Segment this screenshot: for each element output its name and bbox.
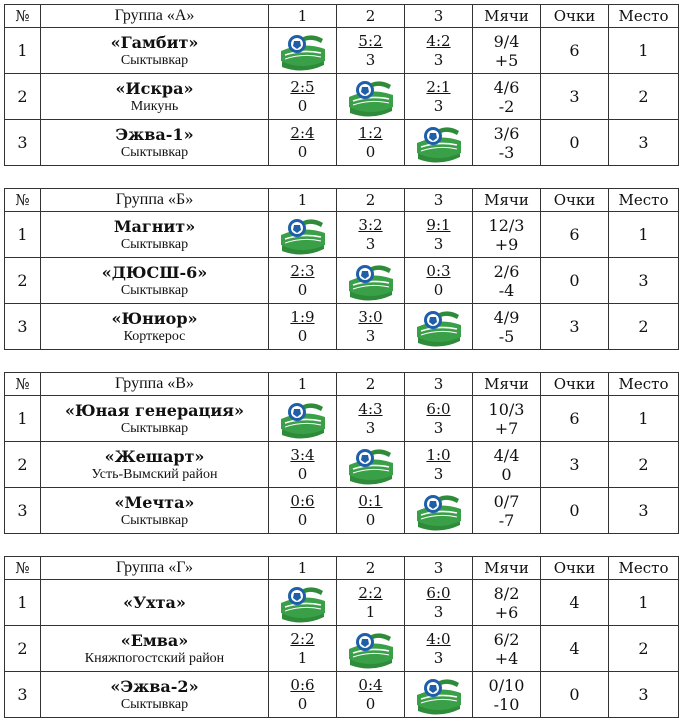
balls-cell <box>473 28 541 74</box>
balls-cell <box>473 626 541 672</box>
team-city: Сыктывкар <box>120 282 189 298</box>
match-score: 0:1 <box>358 491 383 510</box>
team-cell <box>41 120 269 166</box>
balls-cell <box>473 74 541 120</box>
team-cell <box>41 304 269 350</box>
team-number: 1 <box>5 212 41 258</box>
header-place: Место <box>609 557 679 580</box>
match-points: 0 <box>297 694 308 713</box>
team-name: «Мечта» <box>114 492 195 512</box>
team-name: «ДЮСШ-6» <box>101 262 208 282</box>
team-city: Сыктывкар <box>120 696 189 712</box>
group-header-row <box>5 189 679 212</box>
team-row <box>5 74 679 120</box>
team-row <box>5 258 679 304</box>
team-city: Усть-Вымский район <box>91 466 218 482</box>
match-score: 2:2 <box>290 629 315 648</box>
header-points: Очки <box>541 5 609 28</box>
team-number: 1 <box>5 396 41 442</box>
match-score: 2:2 <box>358 583 383 602</box>
match-result <box>405 28 473 74</box>
team-cell <box>41 672 269 718</box>
match-points: 0 <box>365 142 376 161</box>
match-result <box>405 396 473 442</box>
match-result <box>337 28 405 74</box>
group-title: Группа «Б» <box>41 189 269 212</box>
team-points: 6 <box>541 28 609 74</box>
match-points: 3 <box>433 418 444 437</box>
match-score: 4:2 <box>426 31 451 50</box>
match-points: 0 <box>297 280 308 299</box>
header-col-2: 2 <box>337 557 405 580</box>
match-points: 0 <box>297 326 308 345</box>
team-points: 3 <box>541 74 609 120</box>
match-points: 0 <box>297 96 308 115</box>
self-match-cell <box>405 304 473 350</box>
balls-cell <box>473 120 541 166</box>
balls-cell <box>473 442 541 488</box>
team-row <box>5 396 679 442</box>
match-result <box>269 442 337 488</box>
team-place: 2 <box>609 442 679 488</box>
match-points: 3 <box>433 464 444 483</box>
team-number: 1 <box>5 28 41 74</box>
self-match-cell <box>337 258 405 304</box>
team-place: 3 <box>609 488 679 534</box>
match-score: 6:0 <box>426 583 451 602</box>
match-result <box>337 304 405 350</box>
team-cell <box>41 626 269 672</box>
goals-ratio: 3/6 <box>493 123 520 143</box>
match-points: 1 <box>365 602 376 621</box>
goals-ratio: 0/7 <box>493 491 520 511</box>
team-row <box>5 672 679 718</box>
self-match-cell <box>337 626 405 672</box>
team-cell <box>41 258 269 304</box>
match-score: 4:0 <box>426 629 451 648</box>
group-header-row <box>5 557 679 580</box>
team-city: Сыктывкар <box>120 420 189 436</box>
team-row <box>5 212 679 258</box>
header-balls: Мячи <box>473 557 541 580</box>
team-points: 0 <box>541 258 609 304</box>
match-result <box>337 488 405 534</box>
goals-ratio: 2/6 <box>493 261 520 281</box>
match-result <box>405 626 473 672</box>
balls-cell <box>473 672 541 718</box>
goals-ratio: 6/2 <box>493 629 520 649</box>
header-col-3: 3 <box>405 5 473 28</box>
header-num: № <box>5 557 41 580</box>
header-balls: Мячи <box>473 5 541 28</box>
team-name: «Юниор» <box>111 308 198 328</box>
team-name: «Жешарт» <box>104 446 205 466</box>
match-score: 1:0 <box>426 445 451 464</box>
header-points: Очки <box>541 189 609 212</box>
komi-republic-football-logo-icon <box>415 123 463 163</box>
team-name: «Эжва-2» <box>110 676 199 696</box>
team-name: Магнит» <box>113 216 196 236</box>
balls-cell <box>473 304 541 350</box>
match-result <box>269 626 337 672</box>
team-place: 3 <box>609 120 679 166</box>
header-col-1: 1 <box>269 5 337 28</box>
group-header-row <box>5 373 679 396</box>
header-num: № <box>5 5 41 28</box>
goal-difference: +4 <box>494 648 519 668</box>
header-col-1: 1 <box>269 373 337 396</box>
komi-republic-football-logo-icon <box>279 583 327 623</box>
match-points: 3 <box>365 326 376 345</box>
header-col-1: 1 <box>269 189 337 212</box>
team-points: 0 <box>541 120 609 166</box>
goal-difference: +9 <box>494 234 519 254</box>
match-score: 9:1 <box>426 215 451 234</box>
self-match-cell <box>405 120 473 166</box>
team-points: 0 <box>541 672 609 718</box>
team-place: 1 <box>609 396 679 442</box>
match-score: 2:1 <box>426 77 451 96</box>
team-row <box>5 442 679 488</box>
team-city: Сыктывкар <box>120 144 189 160</box>
balls-cell <box>473 258 541 304</box>
header-points: Очки <box>541 373 609 396</box>
team-cell <box>41 28 269 74</box>
match-result <box>337 580 405 626</box>
group-title: Группа «В» <box>41 373 269 396</box>
team-row <box>5 626 679 672</box>
team-cell <box>41 488 269 534</box>
match-points: 0 <box>433 280 444 299</box>
goal-difference: -2 <box>498 96 515 116</box>
match-result <box>337 120 405 166</box>
match-points: 3 <box>433 96 444 115</box>
match-result <box>405 258 473 304</box>
team-row <box>5 304 679 350</box>
balls-cell <box>473 212 541 258</box>
goal-difference: 0 <box>501 464 512 484</box>
match-result <box>405 212 473 258</box>
team-row <box>5 120 679 166</box>
match-score: 5:2 <box>358 31 383 50</box>
team-city: Сыктывкар <box>120 52 189 68</box>
match-score: 0:3 <box>426 261 451 280</box>
team-cell <box>41 74 269 120</box>
team-points: 0 <box>541 488 609 534</box>
header-balls: Мячи <box>473 373 541 396</box>
match-points: 3 <box>365 418 376 437</box>
team-place: 1 <box>609 580 679 626</box>
group-title: Группа «А» <box>41 5 269 28</box>
match-result <box>337 396 405 442</box>
match-result <box>269 74 337 120</box>
komi-republic-football-logo-icon <box>347 261 395 301</box>
match-points: 3 <box>365 50 376 69</box>
team-place: 3 <box>609 258 679 304</box>
team-cell <box>41 212 269 258</box>
match-points: 3 <box>433 602 444 621</box>
match-points: 0 <box>365 694 376 713</box>
team-place: 2 <box>609 304 679 350</box>
group-title: Группа «Г» <box>41 557 269 580</box>
goals-ratio: 4/6 <box>493 77 520 97</box>
self-match-cell <box>405 488 473 534</box>
komi-republic-football-logo-icon <box>347 77 395 117</box>
team-city: Княжпогостский район <box>84 650 225 666</box>
match-score: 3:0 <box>358 307 383 326</box>
match-result <box>269 672 337 718</box>
komi-republic-football-logo-icon <box>279 215 327 255</box>
match-points: 0 <box>297 510 308 529</box>
match-score: 3:2 <box>358 215 383 234</box>
team-points: 6 <box>541 212 609 258</box>
team-row <box>5 28 679 74</box>
team-place: 2 <box>609 626 679 672</box>
header-num: № <box>5 189 41 212</box>
group-table <box>4 556 679 718</box>
match-result <box>337 212 405 258</box>
header-col-3: 3 <box>405 557 473 580</box>
header-col-2: 2 <box>337 373 405 396</box>
header-num: № <box>5 373 41 396</box>
goal-difference: +6 <box>494 602 519 622</box>
goals-ratio: 9/4 <box>493 31 520 51</box>
match-score: 2:5 <box>290 77 315 96</box>
team-city: Сыктывкар <box>120 512 189 528</box>
team-name: «Емва» <box>120 630 189 650</box>
team-place: 1 <box>609 28 679 74</box>
komi-republic-football-logo-icon <box>415 675 463 715</box>
header-col-1: 1 <box>269 557 337 580</box>
balls-cell <box>473 580 541 626</box>
match-score: 3:4 <box>290 445 315 464</box>
header-place: Место <box>609 373 679 396</box>
team-name: «Юная генерация» <box>65 400 244 420</box>
match-score: 2:4 <box>290 123 315 142</box>
goal-difference: -7 <box>498 510 515 530</box>
self-match-cell <box>405 672 473 718</box>
header-place: Место <box>609 5 679 28</box>
komi-republic-football-logo-icon <box>415 491 463 531</box>
goal-difference: -4 <box>498 280 515 300</box>
goal-difference: -3 <box>498 142 515 162</box>
team-cell <box>41 396 269 442</box>
team-place: 1 <box>609 212 679 258</box>
self-match-cell <box>337 74 405 120</box>
match-points: 1 <box>297 648 308 667</box>
header-col-2: 2 <box>337 5 405 28</box>
group-table <box>4 372 679 534</box>
team-number: 2 <box>5 74 41 120</box>
team-place: 3 <box>609 672 679 718</box>
header-balls: Мячи <box>473 189 541 212</box>
komi-republic-football-logo-icon <box>279 399 327 439</box>
komi-republic-football-logo-icon <box>347 629 395 669</box>
team-points: 3 <box>541 304 609 350</box>
team-name: «Гамбит» <box>110 32 199 52</box>
team-number: 2 <box>5 442 41 488</box>
balls-cell <box>473 396 541 442</box>
match-points: 0 <box>297 464 308 483</box>
group-header-row <box>5 5 679 28</box>
match-result <box>405 442 473 488</box>
self-match-cell <box>269 28 337 74</box>
goals-ratio: 8/2 <box>493 583 520 603</box>
match-score: 0:6 <box>290 675 315 694</box>
team-cell <box>41 580 269 626</box>
match-score: 1:2 <box>358 123 383 142</box>
match-result <box>269 258 337 304</box>
group-table <box>4 188 679 350</box>
match-points: 0 <box>297 142 308 161</box>
match-score: 0:6 <box>290 491 315 510</box>
self-match-cell <box>269 396 337 442</box>
match-score: 6:0 <box>426 399 451 418</box>
team-number: 1 <box>5 580 41 626</box>
self-match-cell <box>269 580 337 626</box>
team-place: 2 <box>609 74 679 120</box>
team-city: Корткерос <box>123 328 186 344</box>
team-points: 4 <box>541 580 609 626</box>
group-table <box>4 4 679 166</box>
komi-republic-football-logo-icon <box>347 445 395 485</box>
match-result <box>405 74 473 120</box>
goals-ratio: 12/3 <box>488 215 525 235</box>
header-place: Место <box>609 189 679 212</box>
team-number: 3 <box>5 672 41 718</box>
match-score: 2:3 <box>290 261 315 280</box>
match-points: 3 <box>433 50 444 69</box>
goal-difference: -10 <box>493 694 520 714</box>
team-name: «Искра» <box>115 78 194 98</box>
match-score: 1:9 <box>290 307 315 326</box>
match-result <box>337 672 405 718</box>
team-points: 4 <box>541 626 609 672</box>
self-match-cell <box>337 442 405 488</box>
header-points: Очки <box>541 557 609 580</box>
team-name: «Ухта» <box>123 593 186 612</box>
goals-ratio: 4/4 <box>493 445 520 465</box>
team-number: 3 <box>5 304 41 350</box>
balls-cell <box>473 488 541 534</box>
match-points: 0 <box>365 510 376 529</box>
team-number: 2 <box>5 626 41 672</box>
team-city: Микунь <box>130 98 179 114</box>
match-result <box>269 120 337 166</box>
match-score: 0:4 <box>358 675 383 694</box>
match-points: 3 <box>365 234 376 253</box>
goal-difference: -5 <box>498 326 515 346</box>
match-result <box>405 580 473 626</box>
komi-republic-football-logo-icon <box>279 31 327 71</box>
team-points: 6 <box>541 396 609 442</box>
goals-ratio: 4/9 <box>493 307 520 327</box>
match-score: 4:3 <box>358 399 383 418</box>
header-col-3: 3 <box>405 189 473 212</box>
team-number: 2 <box>5 258 41 304</box>
team-points: 3 <box>541 442 609 488</box>
match-result <box>269 488 337 534</box>
team-cell <box>41 442 269 488</box>
goals-ratio: 0/10 <box>488 675 525 695</box>
team-number: 3 <box>5 120 41 166</box>
match-points: 3 <box>433 648 444 667</box>
team-row <box>5 580 679 626</box>
goal-difference: +7 <box>494 418 519 438</box>
match-result <box>269 304 337 350</box>
header-col-2: 2 <box>337 189 405 212</box>
team-city: Сыктывкар <box>120 236 189 252</box>
team-number: 3 <box>5 488 41 534</box>
goal-difference: +5 <box>494 50 519 70</box>
header-col-3: 3 <box>405 373 473 396</box>
self-match-cell <box>269 212 337 258</box>
match-points: 3 <box>433 234 444 253</box>
komi-republic-football-logo-icon <box>415 307 463 347</box>
team-name: Эжва-1» <box>115 124 194 144</box>
goals-ratio: 10/3 <box>488 399 525 419</box>
team-row <box>5 488 679 534</box>
